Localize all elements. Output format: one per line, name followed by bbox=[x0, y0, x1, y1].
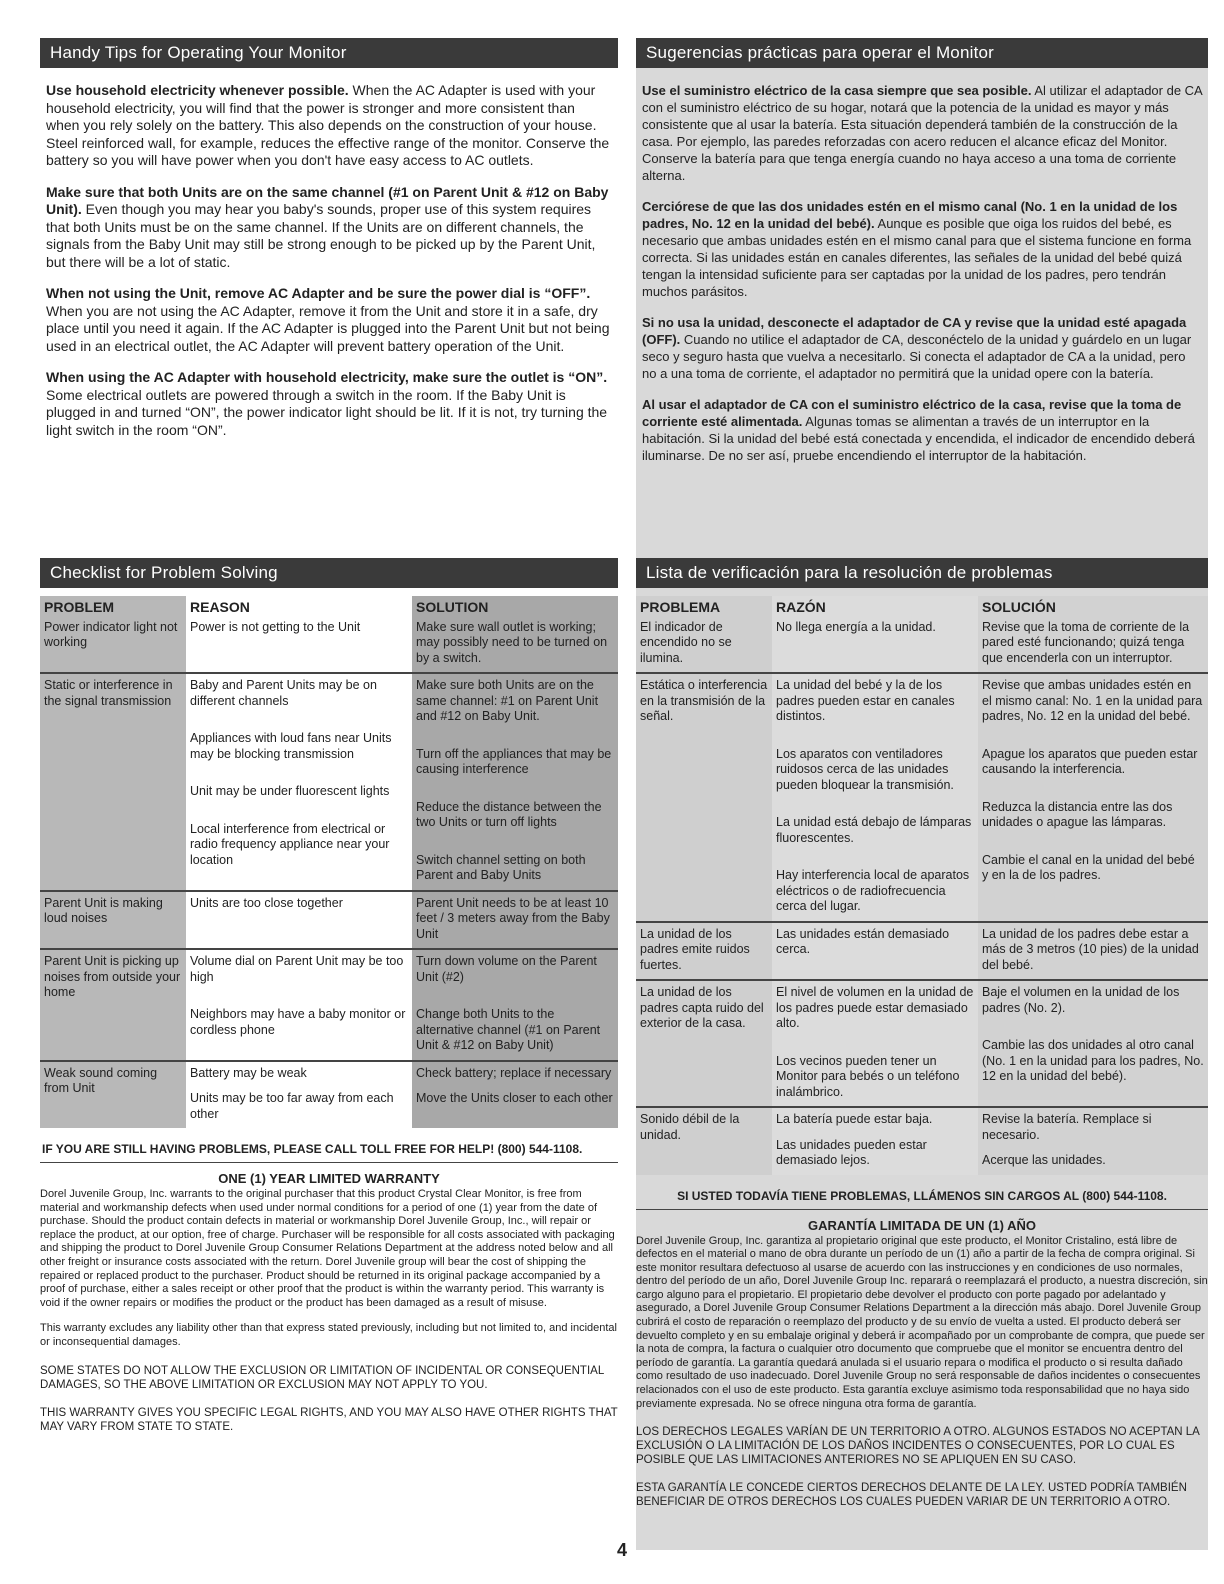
solution-text: Revise que la toma de corriente de la pared esté funcionando; quizá tenga que encenderla con un interruptor. bbox=[982, 619, 1190, 665]
tip-text: Al utilizar el adaptador de CA con el suministro eléctrico de su hogar, notará que la potencia de la unidad es mayor y más consistente que al usar la batería. Esta situación dependerá también de la construcción de la casa. Por ejemplo, las paredes reforzadas con acero reducen el alcance eficaz del Monitor. Conserve la batería para que tenga energía cuando no haya acceso a una toma de corriente alterna. bbox=[642, 83, 1203, 183]
table-row bbox=[636, 980, 1208, 1107]
warranty-rights-notice: THIS WARRANTY GIVES YOU SPECIFIC LEGAL RIGHTS, AND YOU MAY ALSO HAVE OTHER RIGHTS THAT MAY VARY FROM STATE TO STATE. bbox=[40, 1406, 618, 1433]
reason-text: Units may be too far away from each other bbox=[190, 1091, 394, 1121]
reason-text: Appliances with loud fans near Units may be blocking transmission bbox=[190, 731, 392, 761]
reason-cell bbox=[186, 891, 412, 950]
tip-text: Some electrical outlets are powered through a switch in the room. If the Baby Unit is plugged in and turned “ON”, the power indicator light should be lit. If it is not, try turning the light switch in the room “ON”. bbox=[46, 386, 608, 438]
tip-heading: Al usar el adaptador de CA con el suministro eléctrico de la casa, revise que la toma de corriente esté alimentada. bbox=[642, 397, 1182, 429]
table-row bbox=[40, 1061, 618, 1129]
reason-text: Power is not getting to the Unit bbox=[190, 619, 361, 634]
table-row bbox=[636, 1107, 1208, 1175]
problem-cell: Estática o interferencia en la transmisión de la señal. bbox=[636, 673, 772, 922]
tip-text: Aunque es posible que oiga los ruidos del bebé, es necesario que ambas unidades estén en el mismo canal para que el sistema funcione en forma correcta. Si las unidades están en canales diferentes, las señales de la unidad del bebé quizá tengan la intensidad suficiente para ser captadas por la unidad de los padres, pero tendrán muchos parásitos. bbox=[642, 216, 1192, 299]
checklist-header: Lista de verificación para la resolución de problemas bbox=[636, 558, 1208, 588]
reason-text: Local interference from electrical or radio frequency appliance near your location bbox=[190, 821, 390, 867]
solution-text: Reduce the distance between the two Units or turn off lights bbox=[416, 799, 602, 829]
reason-cell bbox=[186, 949, 412, 1061]
col-header-problem: PROBLEMA bbox=[636, 596, 772, 616]
solution-text: Revise la batería. Remplace si necesario. bbox=[982, 1112, 1152, 1142]
tip-text: Even though you may hear you baby's sounds, proper use of this system requires that both Units must be on the same channel. If the Units are on different channels, the signals from the Baby Unit may still be strong enough to be picked up by the Parent Unit, but there will be a lot of static. bbox=[46, 201, 596, 270]
reason-cell bbox=[772, 1107, 978, 1175]
solution-text: Check battery; replace if necessary bbox=[416, 1065, 612, 1080]
solution-cell bbox=[412, 891, 618, 950]
table-row bbox=[636, 616, 1208, 674]
col-header-solution: SOLUCIÓN bbox=[978, 596, 1208, 616]
solution-text: Revise que ambas unidades estén en el mismo canal: No. 1 en la unidad para padres, No. 12 en la unidad del bebé. bbox=[982, 678, 1203, 723]
tip-heading: Use el suministro eléctrico de la casa siempre que sea posible. bbox=[642, 83, 1032, 98]
table-row bbox=[40, 673, 618, 891]
tip-text: Algunas tomas se alimentan a través de un interruptor en la habitación. Si la unidad del bebé está conectada y encendida, el indicador de encendido deberá iluminarse. De no ser así, pruebe encendiendo el interruptor de la habitación. bbox=[642, 414, 1195, 463]
col-header-problem: PROBLEM bbox=[40, 596, 186, 616]
problem-cell: Parent Unit is making loud noises bbox=[40, 891, 186, 950]
warranty-states-notice: SOME STATES DO NOT ALLOW THE EXCLUSION OR LIMITATION OF INCIDENTAL OR CONSEQUENTIAL DAMAGES, SO THE ABOVE LIMITATION OR EXCLUSION MAY NOT APPLY TO YOU. bbox=[40, 1364, 604, 1391]
solution-text: Baje el volumen en la unidad de los padres (No. 2). bbox=[982, 985, 1180, 1015]
reason-text: Volume dial on Parent Unit may be too high bbox=[190, 954, 404, 984]
table-row bbox=[40, 949, 618, 1061]
solution-text: Apague los aparatos que pueden estar causando la interferencia. bbox=[982, 746, 1198, 776]
solution-text: Change both Units to the alternative channel (#1 on Parent Unit & #12 on Baby Unit) bbox=[416, 1007, 601, 1052]
reason-text: La unidad está debajo de lámparas fluorescentes. bbox=[776, 815, 972, 845]
solution-cell bbox=[978, 616, 1208, 674]
warranty-title: GARANTÍA LIMITADA DE UN (1) AÑO bbox=[808, 1217, 1036, 1233]
checklist-header: Checklist for Problem Solving bbox=[40, 558, 618, 588]
tip-heading: Use household electricity whenever possible. bbox=[46, 82, 349, 98]
problem-cell: La unidad de los padres emite ruidos fuertes. bbox=[636, 922, 772, 981]
solution-text: La unidad de los padres debe estar a más de 3 metros (10 pies) de la unidad del bebé. bbox=[982, 926, 1199, 972]
solution-text: Make sure both Units are on the same channel: #1 on Parent Unit and #12 on Baby Unit. bbox=[416, 678, 599, 723]
solution-text: Reduzca la distancia entre las dos unidades o apague las lámparas. bbox=[982, 799, 1173, 829]
warranty-rights-notice: ESTA GARANTÍA LE CONCEDE CIERTOS DERECHOS DELANTE DE LA LEY. USTED PODRÍA TAMBIÉN BENEFICIAR DE OTROS DERECHOS LOS CUALES PUEDEN VARIAR DE UN TERRITORIO A OTRO. bbox=[636, 1482, 1187, 1509]
solution-text: Make sure wall outlet is working; may possibly need to be turned on by a switch. bbox=[416, 619, 608, 665]
reason-text: No llega energía a la unidad. bbox=[776, 619, 936, 634]
problem-cell: Static or interference in the signal transmission bbox=[40, 673, 186, 891]
reason-text: El nivel de volumen en la unidad de los padres puede estar demasiado alto. bbox=[776, 985, 974, 1030]
problem-cell: Parent Unit is picking up noises from outside your home bbox=[40, 949, 186, 1061]
warranty-text: Dorel Juvenile Group, Inc. warrants to the original purchaser that this product Crystal Clear Monitor, is free from material and workmanship defects when used under normal conditions for a period of one (1) year from the date of purchase. Should the product contain defects in material or workmanship Dorel Juvenile Group, Inc., will repair or replace the product, at our option, free of charge. Purchaser will be responsible for all costs associated with packaging and shipping the product to Dorel Juvenile Group Consumer Relations Department at the address noted below and all other freight or insurance costs associated with the return. Dorel Juvenile group will bear the cost of shipping the repaired or replaced product to the purchaser. Product should be returned in its original package accompanied by a proof of purchase, either a sales receipt or other proof that the product is within the warranty period. This warranty is void if the owner repairs or modifies the product or the product has been damaged as a result of misuse. bbox=[40, 1188, 615, 1309]
tip-paragraph bbox=[40, 285, 618, 355]
checklist-table bbox=[636, 596, 1208, 1175]
reason-text: Battery may be weak bbox=[190, 1065, 307, 1080]
warranty-title: ONE (1) YEAR LIMITED WARRANTY bbox=[218, 1171, 440, 1186]
reason-text: Los vecinos pueden tener un Monitor para bebés o un teléfono inalámbrico. bbox=[776, 1053, 960, 1099]
problem-cell: Weak sound coming from Unit bbox=[40, 1061, 186, 1129]
tip-paragraph bbox=[636, 314, 1208, 382]
reason-cell bbox=[772, 922, 978, 981]
tips-header: Handy Tips for Operating Your Monitor bbox=[40, 38, 618, 68]
tip-text: When you are not using the AC Adapter, remove it from the Unit and store it in a safe, dry place until you need it again. If the AC Adapter is plugged into the Parent Unit but not being used in an electrical outlet, the AC Adapter will prevent battery operation of the Unit. bbox=[46, 302, 610, 354]
reason-text: Los aparatos con ventiladores ruidosos cerca de las unidades pueden bloquear la transmisión. bbox=[776, 746, 954, 792]
solution-text: Turn down volume on the Parent Unit (#2) bbox=[416, 954, 597, 984]
solution-cell bbox=[412, 1061, 618, 1129]
page-number: 4 bbox=[617, 1540, 628, 1560]
solution-cell bbox=[978, 980, 1208, 1107]
tip-paragraph bbox=[40, 369, 618, 439]
spanish-column bbox=[636, 38, 1208, 1550]
reason-text: Las unidades pueden estar demasiado lejos. bbox=[776, 1137, 927, 1167]
solution-text: Parent Unit needs to be at least 10 feet / 3 meters away from the Baby Unit bbox=[416, 895, 610, 941]
checklist-table bbox=[40, 596, 618, 1128]
reason-cell bbox=[772, 673, 978, 922]
col-header-solution: SOLUTION bbox=[412, 596, 618, 616]
reason-cell bbox=[772, 616, 978, 674]
warranty-exclusion: This warranty excludes any liability other than that express stated previously, including but not limited to, and incidental or inconsequential damages. bbox=[40, 1322, 617, 1348]
problem-cell: El indicador de encendido no se ilumina. bbox=[636, 616, 772, 674]
tip-heading: Cerciórese de que las dos unidades estén en el mismo canal (No. 1 en la unidad de los padres, No. 12 en la unidad del bebé). bbox=[642, 199, 1178, 231]
reason-text: Unit may be under fluorescent lights bbox=[190, 784, 390, 798]
solution-cell bbox=[978, 1107, 1208, 1175]
warranty-text: Dorel Juvenile Group, Inc. garantiza al propietario original que este producto, el Monitor Cristalino, está libre de defectos en el material o mano de obra durante un período de un (1) año a partir de la fecha de compra original. Si este monitor resultara defectuoso al usarse de acuerdo con las instrucciones y en condiciones de uso normales, dentro del período de un año, Dorel Juvenile Group Inc. reparará o reemplazará el producto, a nuestra discreción, sin cargo alguno para el propietario. El propietario debe devolver el producto con porte pagado por adelantado y asegurado, a Dorel Juvenile Group Consumer Relations Department a la dirección más abajo. Dorel Juvenile Group cubrirá el costo de reparación o reemplazo del producto y de su envío de vuelta a usted. El producto deberá ser devuelto completo y en su embalaje original y deberá ir acompañado por un comprobante de compra, que puede ser la nota de compra, la factura o cualquier otro documento que compruebe que el monitor se encuentra dentro del período de garantía. La garantía quedará anulada si el usuario repara o modifica el producto o si resulta dañado como resultado de uso inadecuado. Dorel Juvenile Group no será responsable de daños incidentes o consecuentes relacionados con el uso de este producto. Esta garantía excluye asimismo toda responsabilidad que no haya sido previamente expresada. No se ofrece ninguna otra forma de garantía. bbox=[636, 1234, 1208, 1410]
solution-text: Cambie el canal en la unidad del bebé y en la de los padres. bbox=[982, 852, 1195, 882]
tip-paragraph bbox=[636, 396, 1208, 464]
tip-heading: When not using the Unit, remove AC Adapter and be sure the power dial is “OFF”. bbox=[46, 285, 591, 301]
tip-heading: Make sure that both Units are on the same channel (#1 on Parent Unit & #12 on Baby Unit). bbox=[46, 183, 609, 217]
solution-text: Turn off the appliances that may be causing interference bbox=[416, 746, 612, 776]
tip-paragraph bbox=[40, 184, 618, 272]
tips-header: Sugerencias prácticas para operar el Monitor bbox=[636, 38, 1208, 68]
reason-text: Neighbors may have a baby monitor or cordless phone bbox=[190, 1007, 406, 1037]
table-row bbox=[40, 616, 618, 674]
solution-text: Cambie las dos unidades al otro canal (No. 1 en la unidad para los padres, No. 12 en la unidad del bebé). bbox=[982, 1038, 1204, 1083]
tip-text: When the AC Adapter is used with your household electricity, you will find that the power is stronger and more consistent than when you rely solely on the battery. This also depends on the construction of your house. Steel reinforced wall, for example, reduces the effective range of the monitor. Conserve the battery so you will have power when you don't have easy access to AC outlets. bbox=[46, 82, 610, 168]
solution-cell bbox=[978, 922, 1208, 981]
english-column bbox=[40, 38, 618, 1434]
table-row bbox=[40, 891, 618, 950]
solution-text: Move the Units closer to each other bbox=[416, 1091, 613, 1105]
reason-cell bbox=[772, 980, 978, 1107]
tip-paragraph bbox=[40, 82, 618, 170]
tips-section bbox=[636, 82, 1208, 552]
solution-cell bbox=[412, 673, 618, 891]
tips-section bbox=[40, 82, 618, 552]
problem-cell: La unidad de los padres capta ruido del exterior de la casa. bbox=[636, 980, 772, 1107]
reason-text: La unidad del bebé y la de los padres pueden estar en canales distintos. bbox=[776, 678, 955, 723]
warranty-states-notice: LOS DERECHOS LEGALES VARÍAN DE UN TERRITORIO A OTRO. ALGUNOS ESTADOS NO ACEPTAN LA EXCLUSIÓN O LA LIMITACIÓN DE LOS DAÑOS INCIDENTES O CONSECUENTES, POR LO CUAL ES POSIBLE QUE LAS LIMITACIONES ANTERIORES NO SE APLIQUEN EN SU CASO. bbox=[636, 1426, 1200, 1467]
solution-text: Acerque las unidades. bbox=[982, 1153, 1106, 1167]
tip-heading: Si no usa la unidad, desconecte el adaptador de CA y revise que la unidad esté apagada (OFF). bbox=[642, 315, 1187, 347]
solution-cell bbox=[412, 949, 618, 1061]
tip-paragraph bbox=[636, 82, 1208, 184]
reason-text: Hay interferencia local de aparatos eléctricos o de radiofrecuencia cerca del lugar. bbox=[776, 868, 970, 913]
help-hotline: SI USTED TODAVÍA TIENE PROBLEMAS, LLÁMENOS SIN CARGOS AL (800) 544-1108. bbox=[636, 1183, 1208, 1210]
reason-cell bbox=[186, 1061, 412, 1129]
reason-text: La batería puede estar baja. bbox=[776, 1112, 933, 1126]
table-row bbox=[636, 922, 1208, 981]
col-header-reason: RAZÓN bbox=[772, 596, 978, 616]
reason-text: Baby and Parent Units may be on different channels bbox=[190, 678, 377, 708]
tip-paragraph bbox=[636, 198, 1208, 300]
tip-text: Cuando no utilice el adaptador de CA, desconéctelo de la unidad y guárdelo en un lugar seco y seguro hasta que vuelva a necesitarlo. Si conecta el adaptador de CA a la unidad, pero no a una toma de corriente, el adaptador no permitirá que la unidad opere con la batería. bbox=[642, 332, 1192, 381]
tip-heading: When using the AC Adapter with household electricity, make sure the outlet is “ON”. bbox=[46, 369, 608, 385]
reason-text: Las unidades están demasiado cerca. bbox=[776, 926, 950, 956]
reason-text: Units are too close together bbox=[190, 895, 343, 910]
table-row bbox=[636, 673, 1208, 922]
solution-text: Switch channel setting on both Parent and Baby Units bbox=[416, 852, 586, 882]
problem-cell: Power indicator light not working bbox=[40, 616, 186, 674]
col-header-reason: REASON bbox=[186, 596, 412, 616]
problem-cell: Sonido débil de la unidad. bbox=[636, 1107, 772, 1175]
reason-cell bbox=[186, 616, 412, 674]
help-hotline: IF YOU ARE STILL HAVING PROBLEMS, PLEASE CALL TOLL FREE FOR HELP! (800) 544-1108. bbox=[40, 1136, 618, 1163]
solution-cell bbox=[412, 616, 618, 674]
solution-cell bbox=[978, 673, 1208, 922]
reason-cell bbox=[186, 673, 412, 891]
